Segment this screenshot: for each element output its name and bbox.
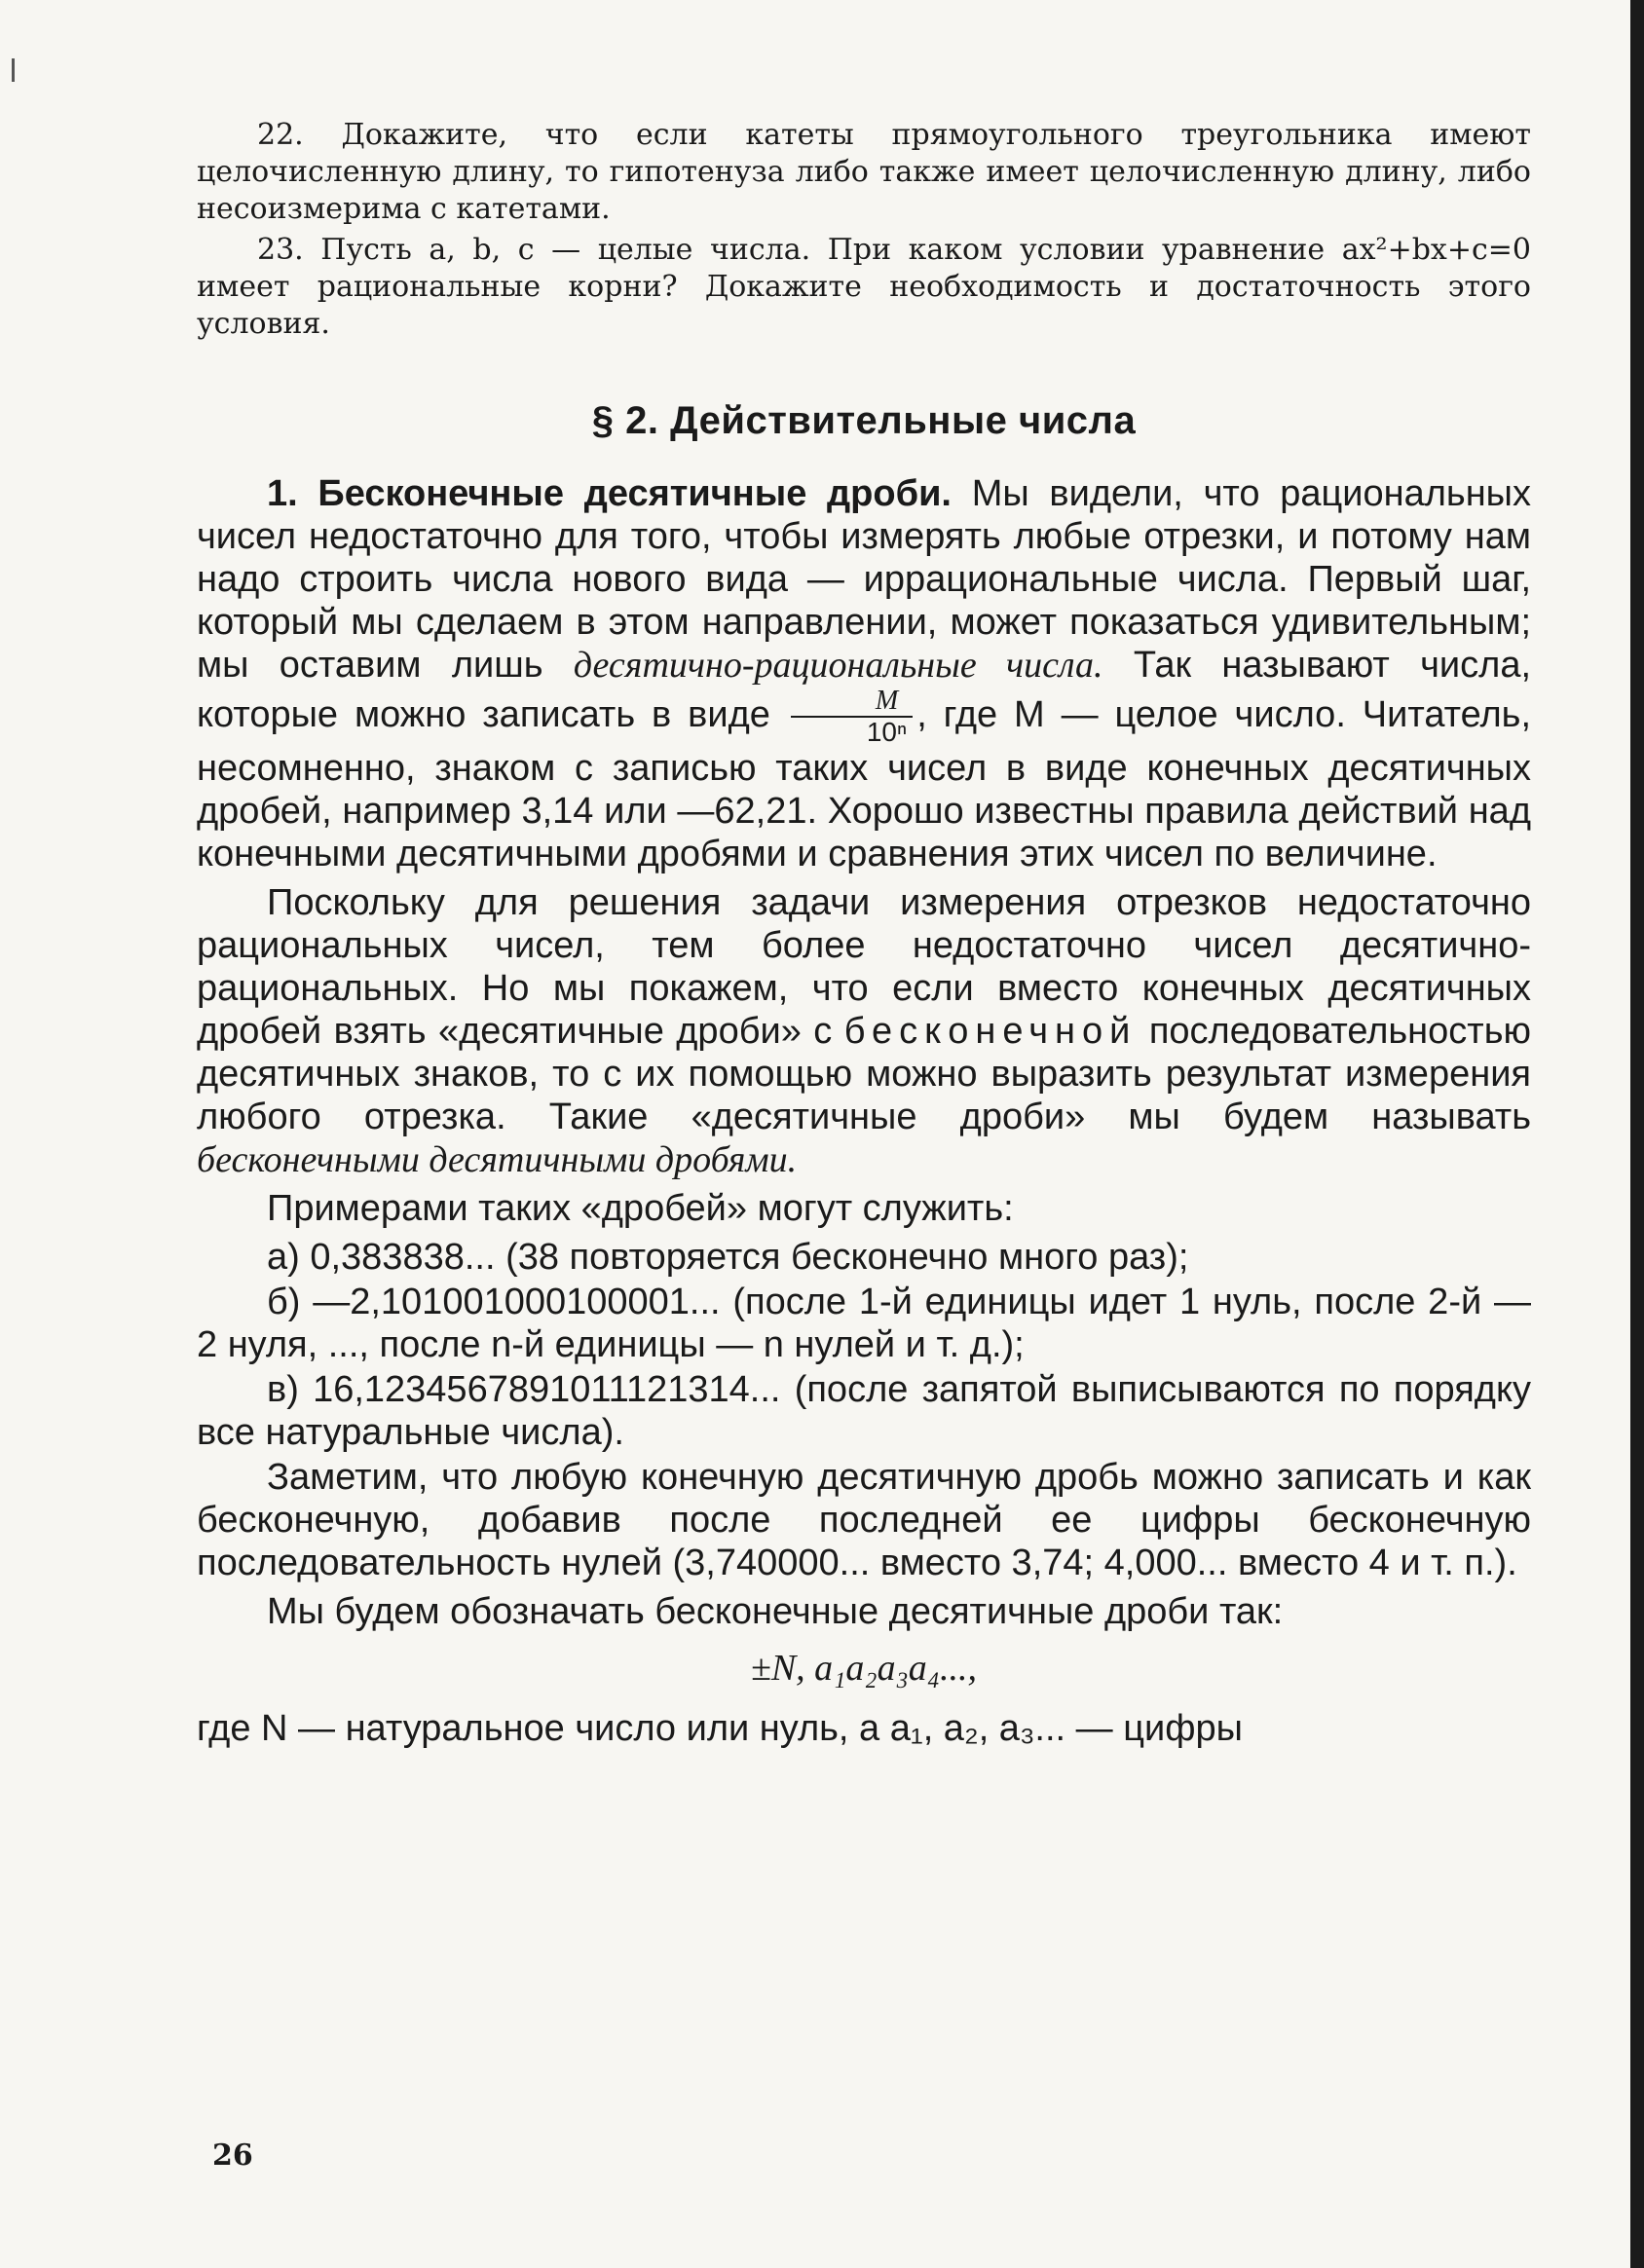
fraction-denominator: 10ⁿ <box>866 717 908 747</box>
p2-text-a: Поскольку для решения задачи измерения отрезков недостаточно рациональных чисел, тем более недостаточно чисел десятично-рациональных. Но мы покажем, что если вместо конечных десятичных дробей взять «десятичные дроби» с <box>197 882 1531 1052</box>
fraction <box>791 687 913 747</box>
paragraph-6: где N — натуральное число или нуль, а a₁, a₂, a₃... — цифры <box>197 1708 1243 1749</box>
paragraph-4: Заметим, что любую конечную десятичную дробь можно записать и как бесконечную, добавив после последней ее цифры бесконечную последовательность нулей (3,740000... вместо 3,74; 4,000... вместо 4 и т. п.). <box>197 1457 1531 1583</box>
paragraph-2 <box>197 881 1531 1181</box>
scan-mark <box>12 58 15 82</box>
example-c: в) 16,1234567891011121314... (после запятой выписываются по порядку все натуральные числа). <box>197 1369 1531 1453</box>
p2-text-b: последовательностью десятичных знаков, то с их помощью можно выразить результат измерения любого отрезка. Такие «десятичные дроби» мы будем называть <box>197 1011 1532 1137</box>
paragraph-1 <box>197 472 1531 875</box>
p1-text-a: Мы видели, что рациональных чисел недостаточно для того, чтобы измерять любые отрезки, и потому нам надо строить числа нового вида — иррациональные числа. Первый шаг, который мы сделаем в этом направлении, может показаться удивительным; мы оставим лишь <box>197 473 1531 686</box>
example-b: б) —2,101001000100001... (после 1-й единицы идет 1 нуль, после 2-й — 2 нуля, ..., после n-й единицы — n нулей и т. д.); <box>197 1282 1531 1365</box>
p1-italic: десятично-рациональные числа. <box>573 645 1103 686</box>
scan-edge <box>1630 0 1644 2268</box>
p2-spaced: бесконечной <box>843 1011 1138 1052</box>
example-a: а) 0,383838... (38 повторяется бесконечно много раз); <box>267 1237 1189 1278</box>
p2-italic: бесконечными десятичными дробями. <box>197 1139 798 1180</box>
page-content <box>197 117 1531 1756</box>
exercises <box>197 117 1531 343</box>
body-text <box>197 472 1531 1750</box>
paragraph-5: Мы будем обозначать бесконечные десятичные дроби так: <box>267 1591 1284 1632</box>
section-title: § 2. Действительные числа <box>591 399 1137 442</box>
paragraph-3: Примерами таких «дробей» могут служить: <box>267 1188 1014 1229</box>
exercise-23: 23. Пусть a, b, c — целые числа. При каком условии уравнение ax²+bx+c=0 имеет рациональные корни? Докажите необходимость и достаточность этого условия. <box>197 233 1531 341</box>
p1-text-c: , где M — целое число. Читатель, несомненно, знаком с записью таких чисел в виде конечных десятичных дробей, например 3,14 или —62,21. Хорошо известны правила действий над конечными десятичными дробями и сравнения этих чисел по величине. <box>197 694 1532 874</box>
p1-text-b: Так называют числа, которые можно записать в виде <box>197 645 1532 736</box>
formula: ±N, a₁a₂a₃a₄..., <box>750 1648 978 1689</box>
page-number: 26 <box>212 2138 253 2173</box>
subsection-title: 1. Бесконечные десятичные дроби. <box>267 473 952 514</box>
exercise-22: 22. Докажите, что если катеты прямоугольного треугольника имеют целочисленную длину, то гипотенуза либо также имеет целочисленную длину, либо несоизмерима с катетами. <box>197 118 1531 226</box>
fraction-numerator: M <box>791 687 913 718</box>
